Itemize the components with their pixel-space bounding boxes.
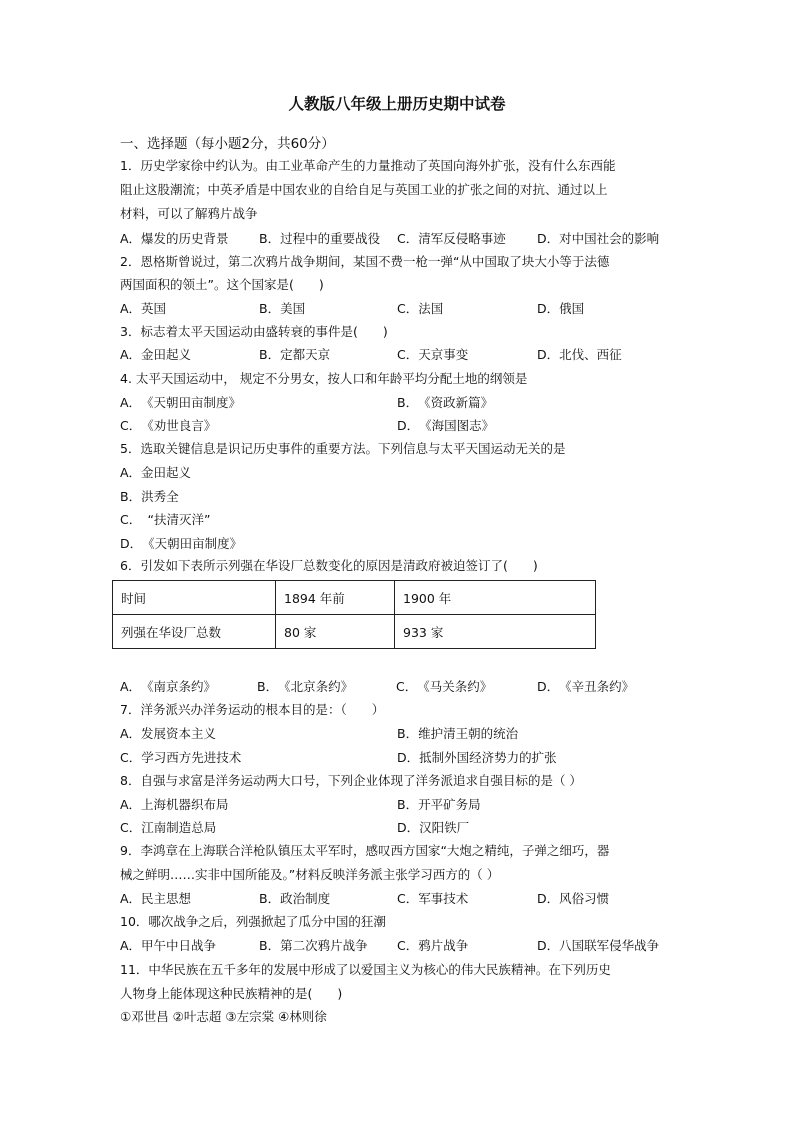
q10-option-b: B．第二次鸦片战争 (259, 938, 368, 953)
q3-option-d: D．北伐、西征 (537, 347, 622, 362)
q5-option-d: D． 《天朝田亩制度》 (120, 536, 243, 551)
q3-option-b: B．定都天京 (259, 347, 331, 362)
q4-stem-line: 4. 太平天国运动中， 规定不分男女，按人口和年龄平均分配土地的纲领是 (120, 371, 528, 386)
q9-option-a: A．民主思想 (120, 891, 192, 906)
q3-option-a: A．金田起义 (120, 347, 192, 362)
q1-stem-line: 阻止这股潮流；中英矛盾是中国农业的自给自足与英国工业的扩张之间的对抗、通过以上 (120, 182, 608, 197)
q9-option-b: B．政治制度 (259, 891, 331, 906)
q5-option-a: A．金田起义 (120, 465, 192, 480)
q4-option-b: B． 《资政新篇》 (397, 395, 494, 410)
q5-option-b: B．洪秀全 (120, 489, 179, 504)
q5-stem-line: 5．选取关键信息是识记历史事件的重要方法。下列信息与太平天国运动无关的是 (120, 441, 566, 456)
q8-option-a: A．上海机器织布局 (120, 797, 229, 812)
q9-option-c: C．军事技术 (397, 891, 469, 906)
q1-option-b: B．过程中的重要战役 (259, 231, 381, 246)
table-cell: 列强在华设厂总数 (113, 615, 276, 649)
q8-option-b: B．开平矿务局 (397, 797, 481, 812)
q4-option-c: C． 《劝世良言》 (120, 418, 217, 433)
q1-stem-line: 1．历史学家徐中约认为。由工业革命产生的力量推动了英国向海外扩张，没有什么东西能 (120, 158, 616, 173)
table-cell: 933 家 (395, 615, 596, 649)
q3-option-c: C．天京事变 (397, 347, 469, 362)
q10-option-c: C．鸦片战争 (397, 938, 469, 953)
q2-option-b: B．美国 (259, 301, 306, 316)
q7-option-a: A．发展资本主义 (120, 726, 217, 741)
q10-stem-line: 10．哪次战争之后，列强掀起了瓜分中国的狂潮 (120, 914, 386, 929)
q9-option-d: D．风俗习惯 (537, 891, 610, 906)
q8-stem-line: 8．自强与求富是洋务运动两大口号，下列企业体现了洋务派追求自强目标的是（ ） (120, 773, 582, 788)
q8-option-c: C．江南制造总局 (120, 820, 217, 835)
table-cell: 1900 年 (395, 581, 596, 615)
q6-option-d: D． 《辛丑条约》 (537, 679, 635, 694)
q2-option-a: A．英国 (120, 301, 167, 316)
table-cell: 时间 (113, 581, 276, 615)
q4-option-d: D． 《海国图志》 (397, 418, 495, 433)
q1-option-c: C．清军反侵略事迹 (397, 231, 506, 246)
q1-option-a: A．爆发的历史背景 (120, 231, 229, 246)
q11-stem-line: 人物身上能体现这种民族精神的是( ) (120, 986, 343, 1001)
q1-option-d: D．对中国社会的影响 (537, 231, 660, 246)
q9-stem-line: 械之鲜明……实非中国所能及。”材料反映洋务派主张学习西方的（ ） (120, 867, 500, 882)
q7-stem-line: 7．洋务派兴办洋务运动的根本目的是：（ ） (120, 702, 385, 717)
q1-stem-line: 材料，可以了解鸦片战争 (120, 206, 258, 221)
table-row (113, 581, 596, 615)
factory-count-table (112, 580, 596, 649)
section-heading: 一、选择题（每小题2分，共60分） (120, 136, 335, 152)
q2-option-c: C．法国 (397, 301, 444, 316)
q7-option-b: B．维护清王朝的统治 (397, 726, 519, 741)
exam-title: 人教版八年级上册历史期中试卷 (288, 95, 506, 113)
q2-stem-line: 两国面积的领土”。这个国家是( ) (120, 277, 324, 292)
q4-option-a: A． 《天朝田亩制度》 (120, 395, 242, 410)
q6-option-a: A． 《南京条约》 (120, 679, 217, 694)
q5-option-c: C． “扶清灭洋” (120, 512, 211, 527)
q7-option-d: D．抵制外国经济势力的扩张 (397, 750, 557, 765)
q9-stem-line: 9．李鸿章在上海联合洋枪队镇压太平军时，感叹西方国家“大炮之精纯，子弹之细巧，器 (120, 843, 610, 858)
table-cell: 80 家 (276, 615, 395, 649)
q2-option-d: D．俄国 (537, 301, 585, 316)
q6-stem-line: 6．引发如下表所示列强在华设厂总数变化的原因是清政府被迫签订了( ) (120, 558, 538, 573)
q11-stem-line: 11．中华民族在五千多年的发展中形成了以爱国主义为核心的伟大民族精神。在下列历史 (120, 962, 611, 977)
q2-stem-line: 2．恩格斯曾说过，第二次鸦片战争期间，某国不费一枪一弹“从中国取了块大小等于法德 (120, 254, 610, 269)
q6-option-b: B． 《北京条约》 (257, 679, 354, 694)
q11-items: ①邓世昌 ②叶志超 ③左宗棠 ④林则徐 (120, 1009, 327, 1024)
q10-option-d: D．八国联军侵华战争 (537, 938, 660, 953)
q10-option-a: A．甲午中日战争 (120, 938, 217, 953)
q3-stem-line: 3．标志着太平天国运动由盛转衰的事件是( ) (120, 324, 388, 339)
q8-option-d: D．汉阳铁厂 (397, 820, 470, 835)
table-row (113, 615, 596, 649)
q6-option-c: C． 《马关条约》 (396, 679, 493, 694)
q7-option-c: C．学习西方先进技术 (120, 750, 242, 765)
table-cell: 1894 年前 (276, 581, 395, 615)
